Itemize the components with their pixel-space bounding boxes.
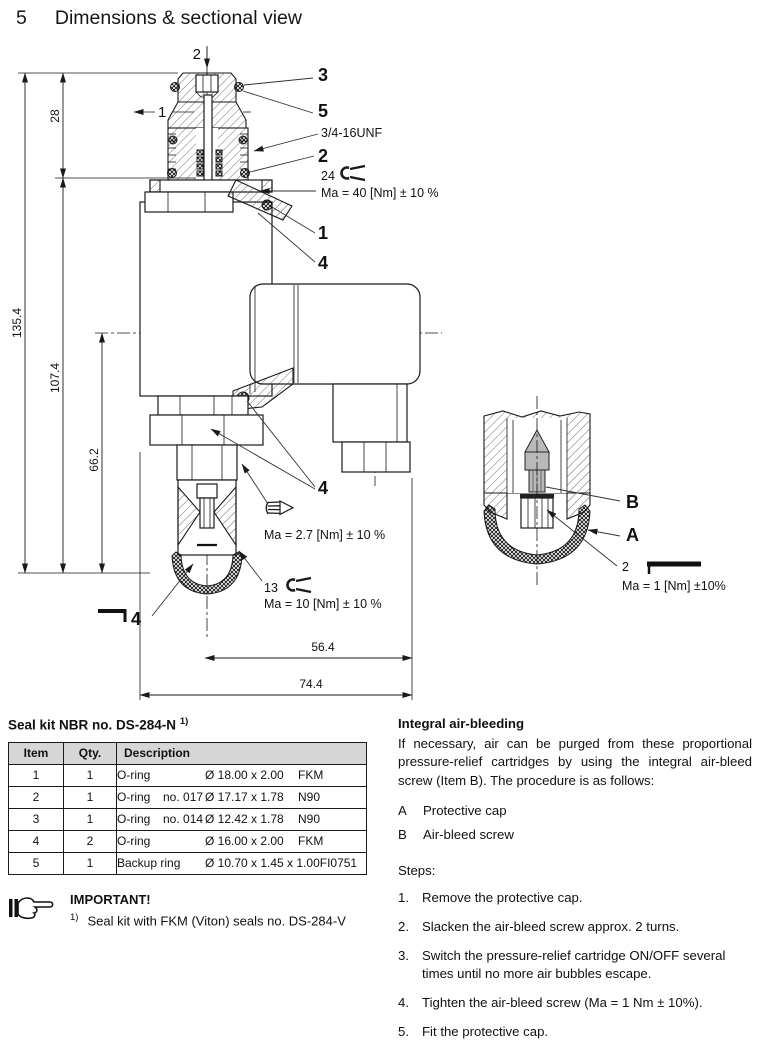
dim-744: 74.4	[299, 677, 323, 691]
detail-callout-a: A	[626, 525, 639, 545]
step-item: 2. Slacken the air-bleed screw approx. 2 turns.	[398, 919, 680, 935]
legend-item-a: A Protective cap	[398, 803, 507, 819]
col-header-description: Description	[117, 742, 367, 764]
callout-4-mid: 4	[318, 478, 329, 498]
solenoid-coil	[250, 284, 420, 384]
lower-nut	[150, 415, 263, 445]
torque-10: Ma = 10 [Nm] ± 10 %	[264, 597, 382, 611]
step-item: 5. Fit the protective cap.	[398, 1023, 549, 1039]
port-1-label: 1	[158, 104, 167, 121]
detail-torque-1: Ma = 1 [Nm] ±10%	[622, 579, 726, 593]
lower-neck	[177, 445, 237, 480]
o-ring-item1	[262, 200, 272, 210]
callout-1: 1	[318, 223, 329, 243]
callout-2: 2	[318, 146, 329, 166]
dim-66: 66.2	[87, 448, 101, 472]
connector-housing	[333, 384, 407, 442]
seal-kit-table	[8, 742, 367, 875]
steps-label: Steps:	[398, 863, 436, 879]
o-ring-item2	[168, 169, 177, 178]
section-title: Dimensions & sectional view	[54, 7, 302, 29]
wrench-size-24: 24	[321, 169, 335, 183]
wrench-icon-bottom	[288, 578, 312, 592]
callout-4-bottom: 4	[131, 609, 142, 629]
air-bleeding-title: Integral air-bleeding	[398, 716, 525, 731]
dim-135: 135.4	[10, 307, 24, 339]
step-item: 1. Remove the protective cap.	[398, 890, 583, 906]
air-bleeding-section	[398, 716, 752, 1040]
torque-40: Ma = 40 [Nm] ± 10 %	[321, 186, 439, 200]
seal-kit-title: Seal kit NBR no. DS-284-N $^{1)}$	[8, 716, 189, 733]
callout-3: 3	[318, 65, 329, 85]
important-label: IMPORTANT!	[70, 891, 151, 907]
table-header-row	[9, 742, 367, 764]
section-number: 5	[16, 7, 27, 29]
thread-label: 3/4-16UNF	[321, 126, 383, 140]
table-row: 5 1 Backup ring Ø 10.70 x 1.45 x 1.00 FI0751	[9, 852, 367, 874]
col-header-qty: Qty.	[64, 742, 117, 764]
port-2-label: 2	[192, 46, 201, 63]
adjuster-pin	[204, 95, 212, 183]
step-item: 3. Switch the pressure-relief cartridge ON/OFF several times until no more air bubbles escape.	[398, 948, 726, 981]
detail-callout-b: B	[626, 492, 639, 512]
dim-107: 107.4	[48, 362, 62, 394]
torque-27: Ma = 2.7 [Nm] ± 10 %	[264, 528, 386, 542]
wrench-icon-top	[342, 166, 366, 180]
hand-tight-icon	[266, 501, 293, 514]
hex-key-icon-bottom	[98, 609, 126, 622]
dim-28: 28	[48, 109, 62, 123]
table-row: 2 1 O-ring no. 017 Ø 17.17 x 1.78 N90	[9, 786, 367, 808]
o-ring-item3	[171, 83, 180, 92]
steps-list	[398, 889, 752, 1040]
legend	[398, 803, 752, 842]
col-header-item: Item	[9, 742, 64, 764]
important-note	[8, 892, 388, 928]
hex-key-icon-detail	[647, 562, 701, 574]
lower-washer	[158, 396, 248, 415]
footnote-text: Seal kit with FKM (Viton) seals no. DS-284-V	[87, 912, 346, 928]
table-row: 1 1 O-ring Ø 18.00 x 2.00 FKM	[9, 764, 367, 786]
seal-kit-title-footnote: 1)	[179, 716, 189, 727]
detail-view	[484, 396, 726, 593]
top-hex-nut	[145, 192, 233, 212]
callout-4-top: 4	[318, 253, 329, 273]
table-row: 3 1 O-ring no. 014 Ø 12.42 x 1.78 N90	[9, 808, 367, 830]
legend-item-b: B Air-bleed screw	[398, 827, 514, 843]
table-row: 4 2 O-ring Ø 16.00 x 2.00 FKM	[9, 830, 367, 852]
o-ring-item5	[235, 83, 244, 92]
wrench-size-13: 13	[264, 581, 278, 595]
footnote-marker: 1)	[70, 911, 79, 923]
connector-nut	[342, 442, 410, 472]
callout-5: 5	[318, 101, 329, 121]
seal-kit-section	[8, 716, 388, 928]
step-item: 4. Tighten the air-bleed screw (Ma = 1 Nm ± 10%).	[398, 994, 703, 1010]
dim-564: 56.4	[311, 640, 335, 654]
air-bleeding-intro: If necessary, air can be purged from these proportional pressure-relief cartridges by using the integral air-bleed screw (Item B). The procedure is as follows:	[398, 736, 752, 788]
detail-hex-key-size: 2	[622, 560, 629, 574]
pointing-hand-icon	[8, 892, 58, 924]
